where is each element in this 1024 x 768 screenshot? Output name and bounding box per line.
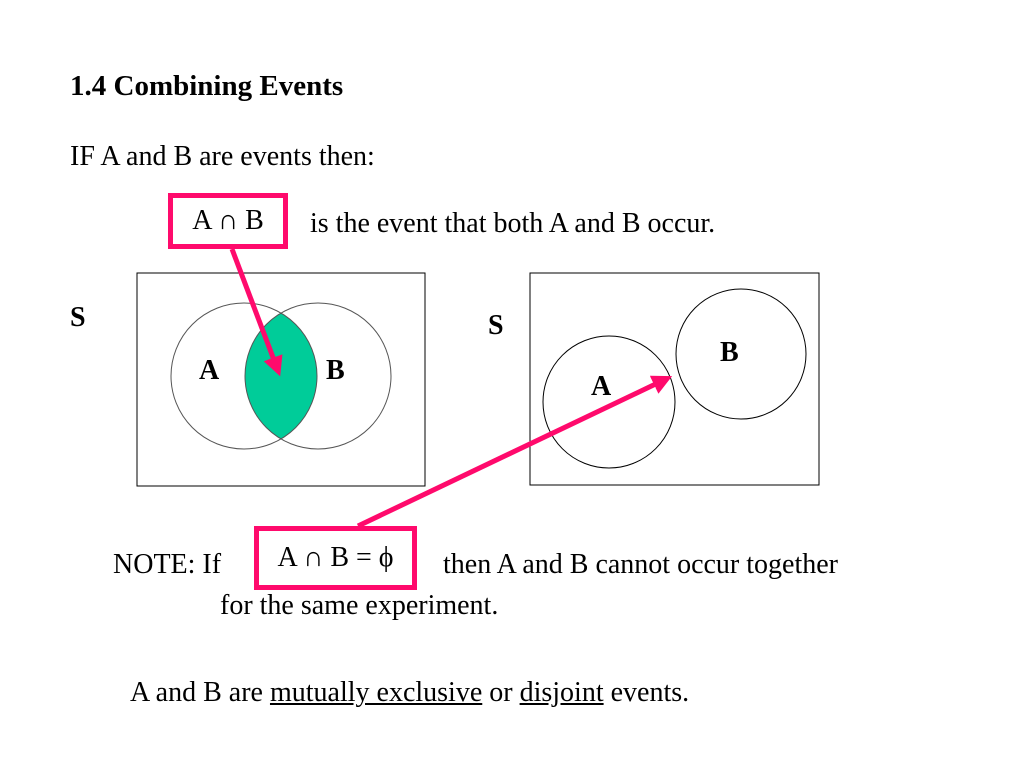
set-b-label-right: B xyxy=(720,337,739,368)
set-a-label-left: A xyxy=(199,355,220,386)
intro-text: IF A and B are events then: xyxy=(70,141,375,172)
intersection-description: is the event that both A and B occur. xyxy=(310,208,716,239)
sample-space-label-right: S xyxy=(488,310,504,341)
note-line-2: for the same experiment. xyxy=(220,590,499,621)
empty-intersection-box xyxy=(254,526,417,590)
intersection-expression: A ∩ B xyxy=(192,205,264,236)
arrow-to-disjoint xyxy=(358,380,664,526)
circle-b-right xyxy=(676,289,806,419)
set-b-label-left: B xyxy=(326,355,345,386)
sample-space-rect-right xyxy=(530,273,819,485)
note-line-1: then A and B cannot occur together xyxy=(443,549,838,580)
term-disjoint: disjoint xyxy=(519,677,604,708)
intersection-region xyxy=(245,303,391,449)
conclusion-text xyxy=(130,679,689,707)
sample-space-label-left: S xyxy=(70,302,86,333)
circle-a-right xyxy=(543,336,675,468)
conclusion-part-3: events. xyxy=(603,677,690,708)
term-mutually-exclusive: mutually exclusive xyxy=(269,677,483,708)
note-prefix: NOTE: If xyxy=(113,549,222,580)
empty-intersection-expression: A ∩ B = ϕ xyxy=(277,542,394,573)
conclusion-part-2: or xyxy=(482,677,520,708)
conclusion-part-1: A and B are xyxy=(130,677,270,708)
page-title: 1.4 Combining Events xyxy=(70,70,344,102)
set-a-label-right: A xyxy=(591,371,612,402)
